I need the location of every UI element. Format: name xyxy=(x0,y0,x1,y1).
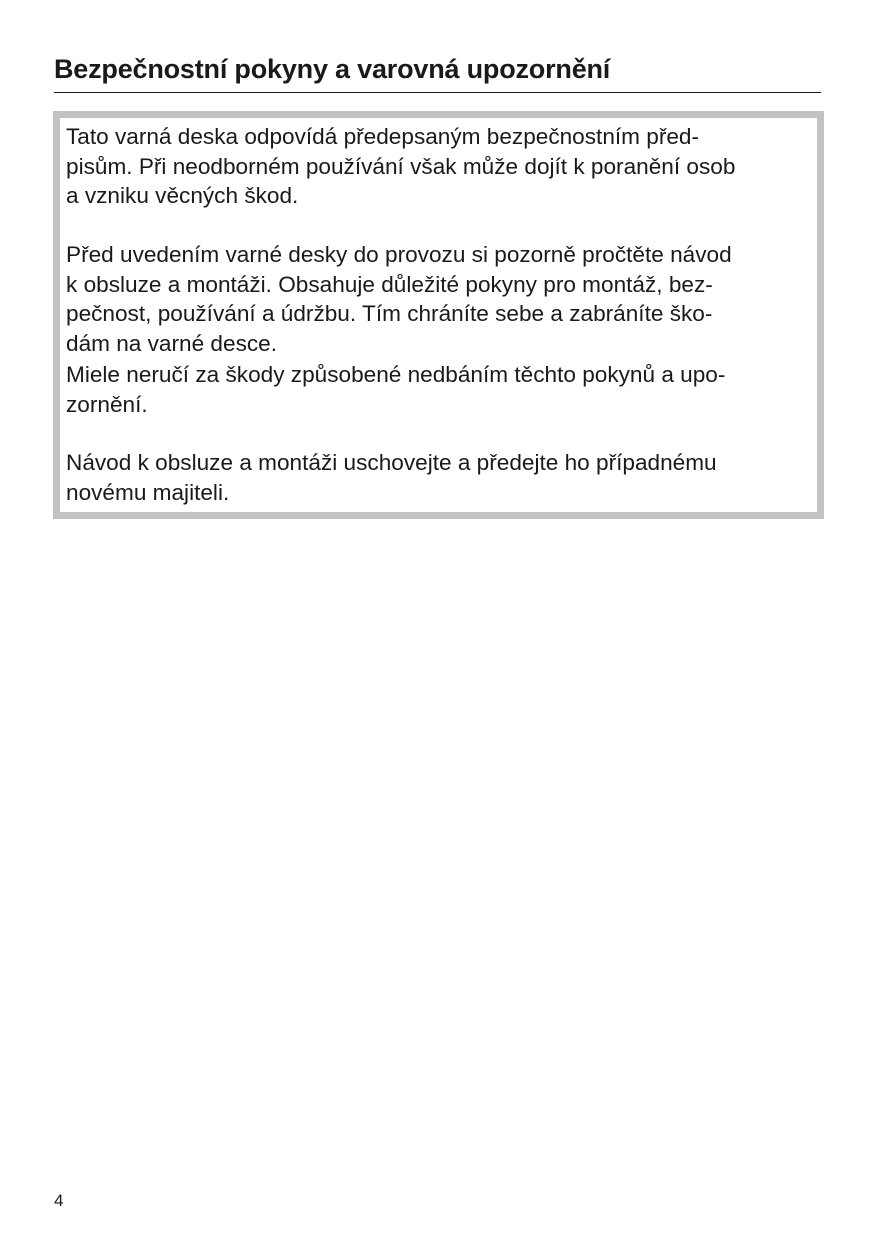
paragraph-safety-compliance xyxy=(66,122,735,211)
paragraph-keep-manual xyxy=(66,448,717,507)
text-line: novému majiteli. xyxy=(66,479,230,505)
page-title: Bezpečnostní pokyny a varovná upozornění xyxy=(54,54,611,84)
text-line: pisům. Při neodborném používání však může dojít k poranění osob xyxy=(66,153,736,179)
paragraph-liability xyxy=(66,360,725,419)
page-number: 4 xyxy=(54,1191,64,1210)
text-line: Tato varná deska odpovídá předepsaným bezpečnostním před- xyxy=(66,124,700,149)
text-line: pečnost, používání a údržbu. Tím chráníte sebe a zabráníte ško- xyxy=(66,301,713,326)
title-divider xyxy=(54,92,821,93)
text-line: Před uvedením varné desky do provozu si pozorně pročtěte návod xyxy=(66,242,732,267)
safety-notice-box xyxy=(53,111,824,519)
text-line: Miele neručí za škody způsobené nedbáním těchto pokynů a upo- xyxy=(66,362,726,387)
text-line: Návod k obsluze a montáži uschovejte a předejte ho případnému xyxy=(66,450,717,475)
text-line: a vzniku věcných škod. xyxy=(66,183,299,208)
text-line: k obsluze a montáži. Obsahuje důležité pokyny pro montáž, bez- xyxy=(66,271,713,297)
paragraph-read-manual xyxy=(66,240,732,358)
text-line: zornění. xyxy=(66,391,148,417)
text-line: dám na varné desce. xyxy=(66,330,278,356)
